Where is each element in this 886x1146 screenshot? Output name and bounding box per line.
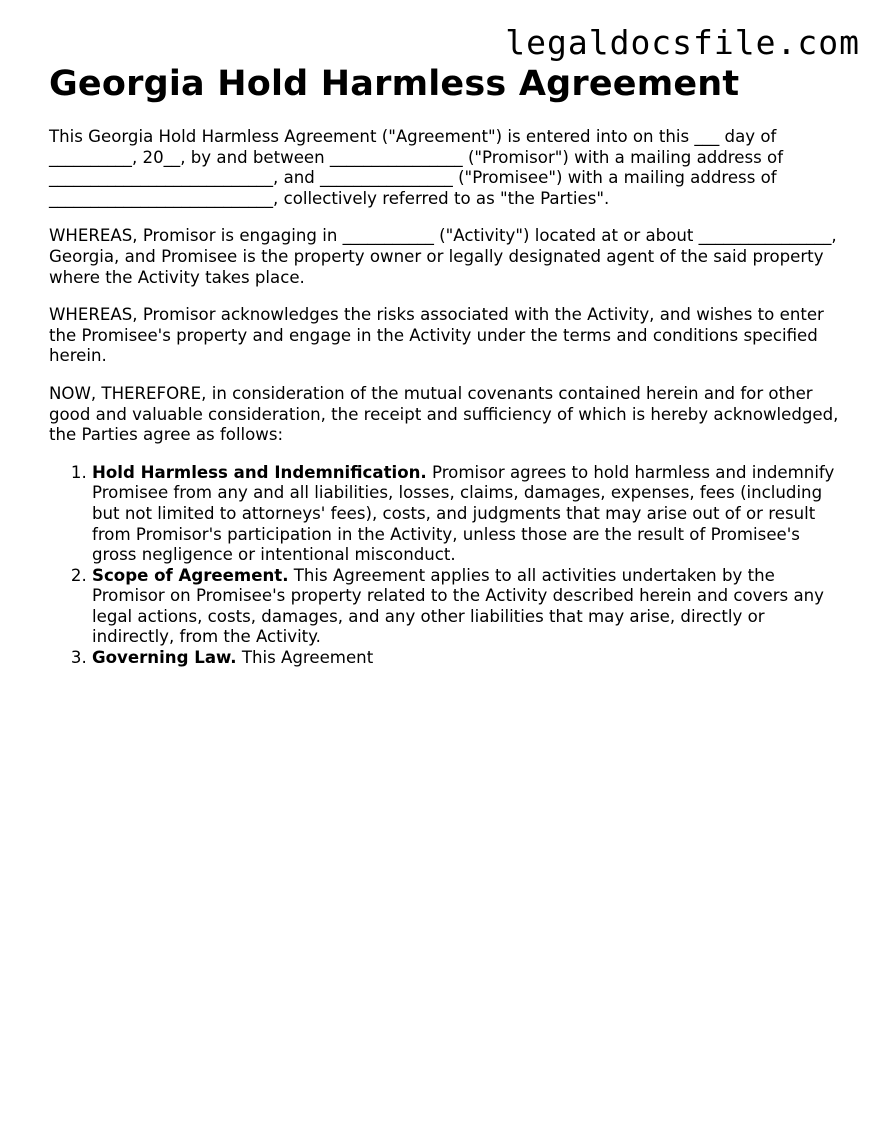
intro-paragraph: This Georgia Hold Harmless Agreement ("Agreement") is entered into on this ___ day of __________, 20__, by and between ________________ ("Promisor") with a mailing address of ___________________________, and ________________ ("Promisee") with a mailing address of ___________________________, collectively referred to as "the Parties". bbox=[49, 127, 784, 208]
document-page bbox=[49, 62, 845, 669]
term-title: Governing Law. bbox=[92, 648, 237, 668]
whereas-risks-paragraph: WHEREAS, Promisor acknowledges the risks associated with the Activity, and wishes to enter the Promisee's property and engage in the Activity under the terms and conditions specified herein. bbox=[49, 305, 824, 366]
term-title: Scope of Agreement. bbox=[92, 565, 289, 585]
term-text: This Agreement bbox=[236, 648, 374, 668]
now-therefore-paragraph: NOW, THEREFORE, in consideration of the mutual covenants contained herein and for other good and valuable consideration, the receipt and sufficiency of which is hereby acknowledged, the Parties agree as follows: bbox=[49, 383, 839, 445]
list-item bbox=[92, 648, 845, 669]
document-title: Georgia Hold Harmless Agreement bbox=[49, 64, 740, 104]
term-text: Promisor agrees to hold harmless and indemnify Promisee from any and all liabilities, losses, claims, damages, expenses, fees (including but not limited to attorneys' fees), costs, and judgments that may arise out of or result from Promisor's participation in the Activity, unless those are the result of Promisee's gross negligence or intentional misconduct. bbox=[92, 462, 835, 565]
term-text: This Agreement applies to all activities undertaken by the Promisor on Promisee's property related to the Activity described herein and covers any legal actions, costs, damages, and any other liabilities that may arise, directly or indirectly, from the Activity. bbox=[92, 565, 824, 647]
site-watermark: legaldocsfile.com bbox=[505, 23, 860, 62]
whereas-activity-paragraph: WHEREAS, Promisor is engaging in ___________ ("Activity") located at or about ________________, Georgia, and Promisee is the property owner or legally designated agent of the said property where the Activity takes place. bbox=[49, 226, 837, 287]
list-item bbox=[92, 566, 845, 648]
terms-list bbox=[49, 463, 845, 669]
list-item bbox=[92, 463, 845, 566]
term-title: Hold Harmless and Indemnification. bbox=[92, 462, 427, 482]
